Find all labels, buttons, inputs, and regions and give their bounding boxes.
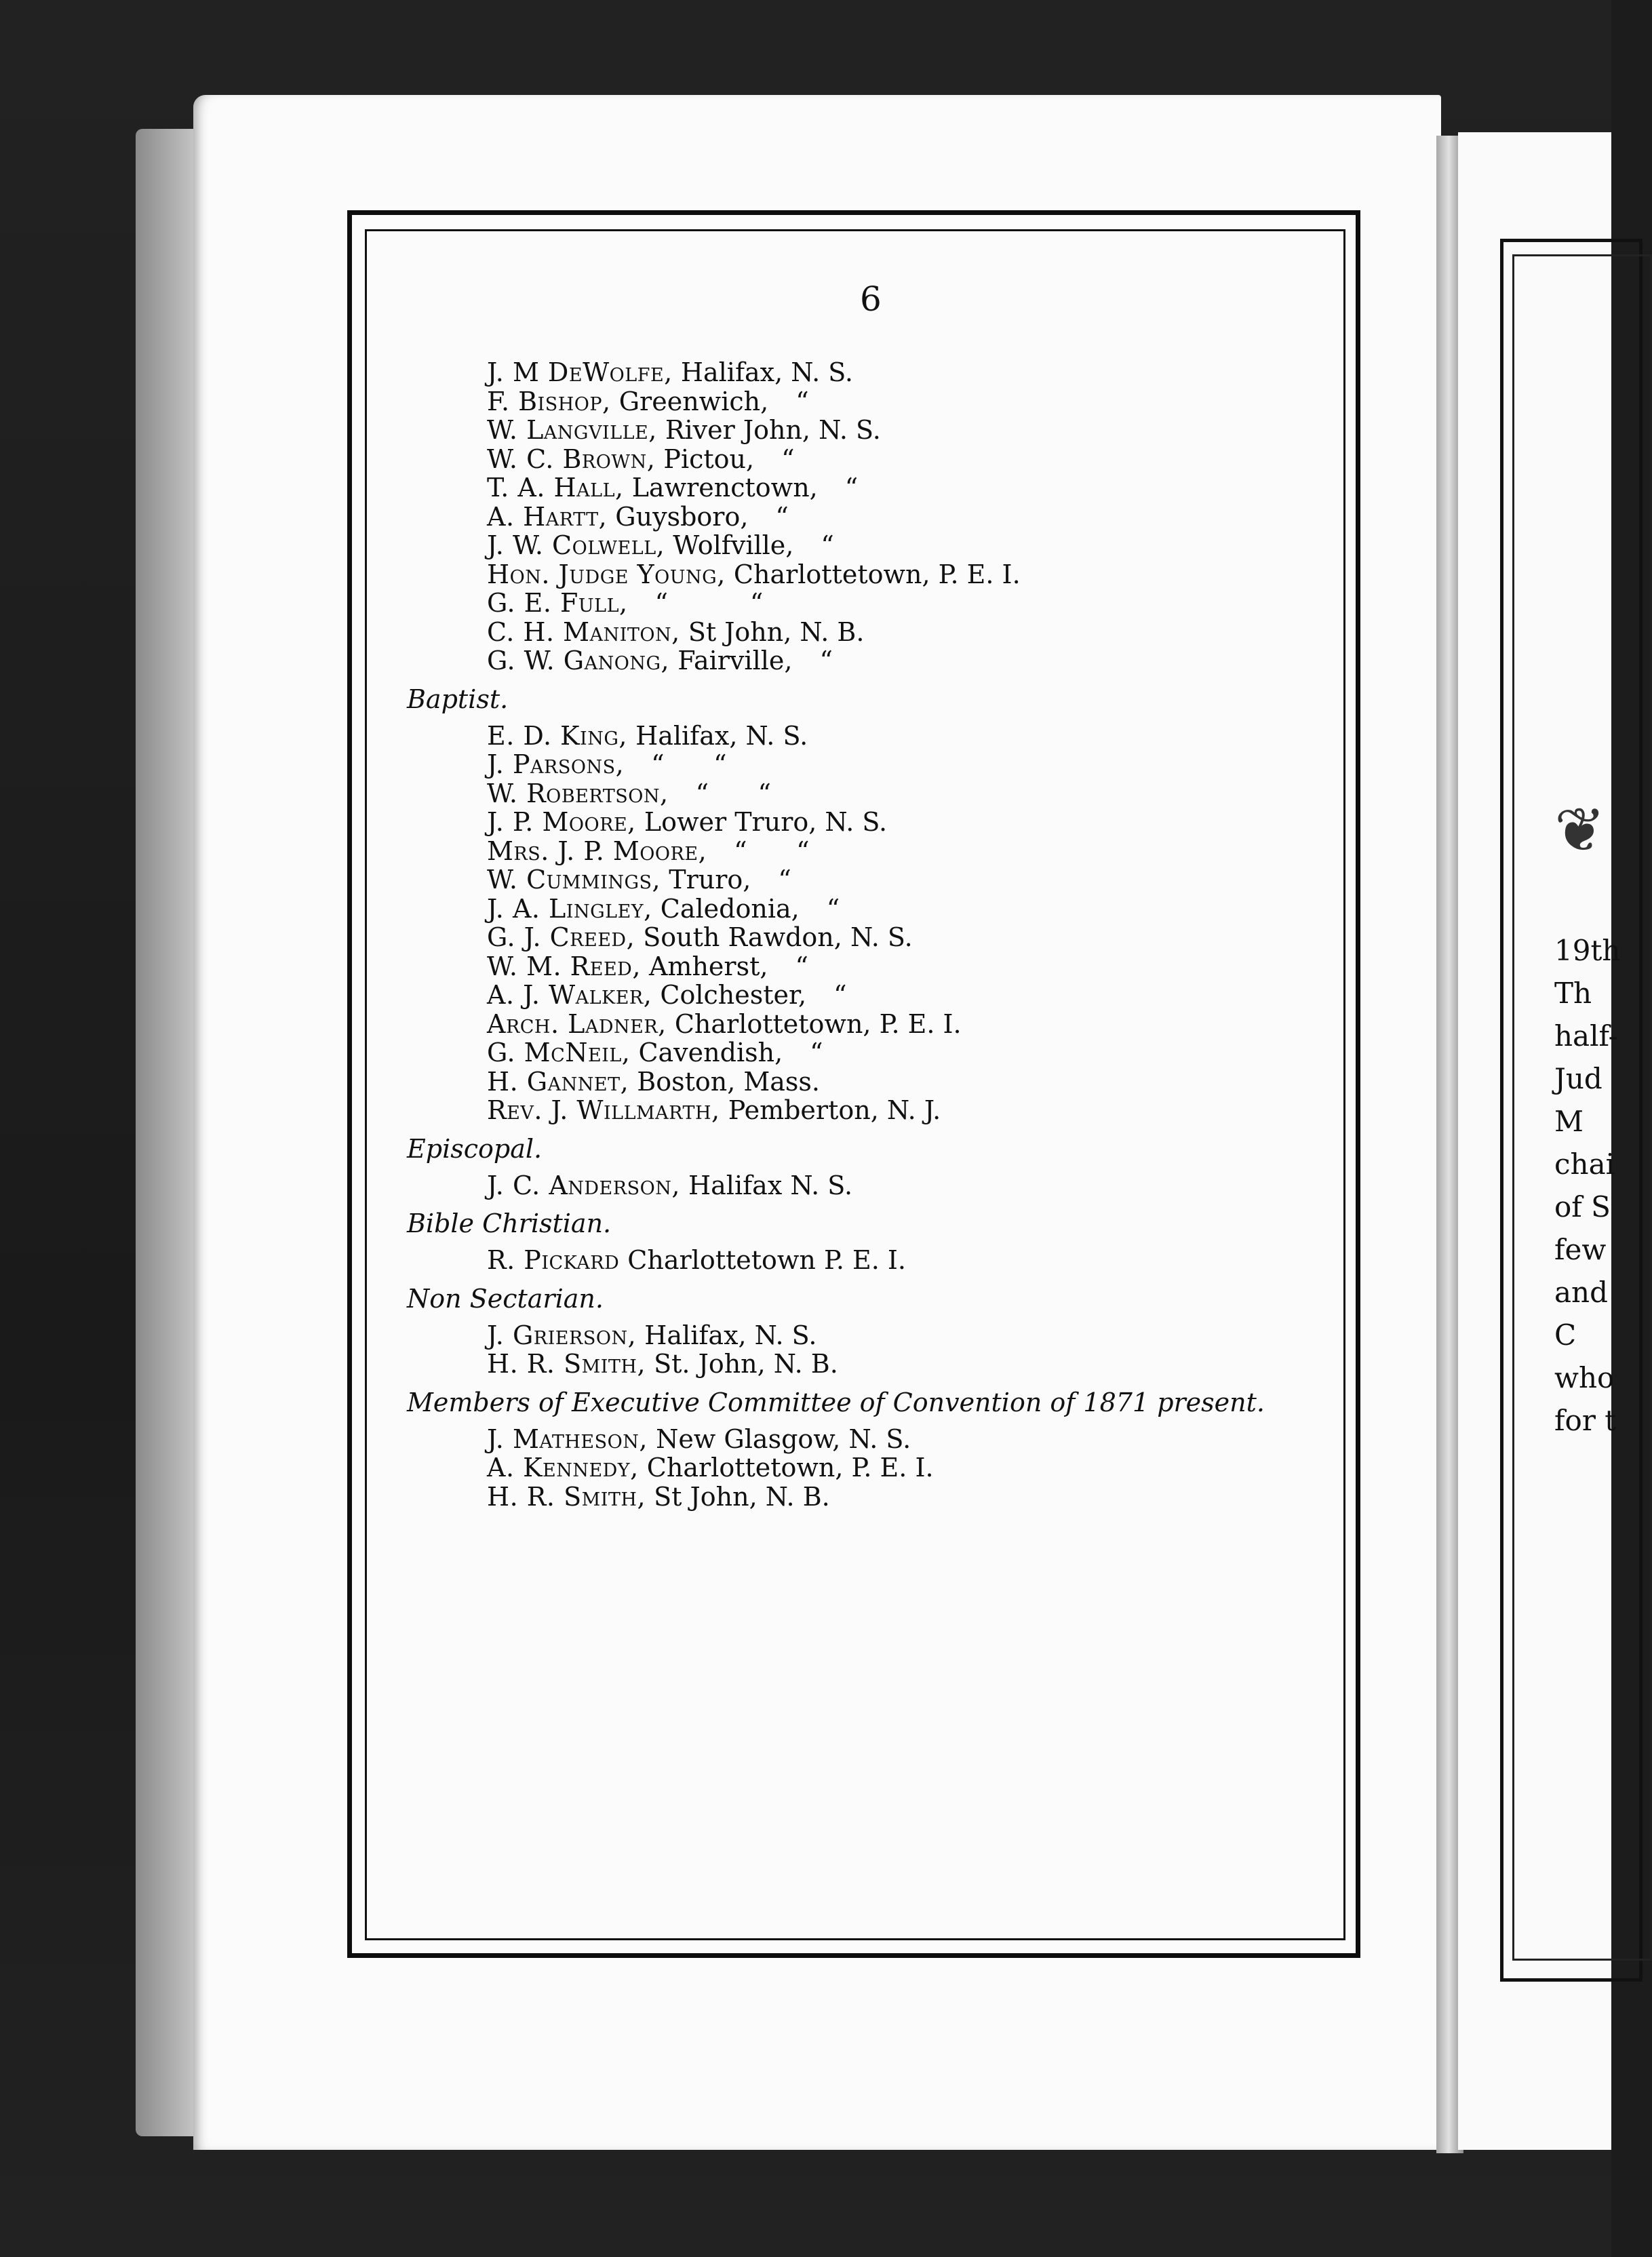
- entry-location: Colchester,: [652, 980, 807, 1010]
- list-entry: [407, 837, 1343, 866]
- entry-location: Charlottetown, P. E. I.: [725, 559, 1021, 589]
- list-entry: [407, 416, 1343, 445]
- entry-name: W. Cummings,: [487, 865, 661, 895]
- ditto-mark: “: [778, 865, 791, 895]
- list-entry: [407, 808, 1343, 837]
- entry-name: Arch. Ladner,: [487, 1008, 667, 1039]
- entry-location: Fairville,: [669, 646, 793, 675]
- entry-location: South Rawdon, N. S.: [635, 922, 913, 952]
- list-entry: [407, 618, 1343, 647]
- list-entry: [407, 1453, 1343, 1483]
- entry-location: Caledonia,: [652, 893, 800, 924]
- entry-name: W. Robertson,: [487, 778, 669, 808]
- list-entry: [407, 503, 1343, 532]
- entry-location: St John, N. B.: [646, 1481, 830, 1512]
- entry-location: Boston, Mass.: [629, 1066, 821, 1097]
- entry-location: Charlottetown, P. E. I.: [638, 1453, 934, 1483]
- entry-name: W. C. Brown,: [487, 444, 656, 474]
- ditto-mark: “ “: [734, 836, 810, 866]
- list-entry: [407, 387, 1343, 416]
- right-page-text: 19th Th half- Jud M chai of S few and C who for t: [1554, 934, 1621, 1437]
- section-heading: Baptist.: [407, 684, 509, 714]
- entry-name: W. M. Reed,: [487, 951, 641, 981]
- entry-location: Halifax, N. S.: [636, 1320, 817, 1350]
- page-number: 6: [860, 279, 882, 319]
- entry-name: E. D. King,: [487, 720, 627, 751]
- list-entry: [407, 1096, 1343, 1125]
- section-heading: Non Sectarian.: [407, 1283, 604, 1314]
- list-entry: [407, 589, 1343, 618]
- entry-name: J. Parsons,: [487, 749, 625, 779]
- entry-name: G. W. Ganong,: [487, 646, 670, 675]
- entry-name: R. Pickard: [487, 1245, 620, 1275]
- list-entry: [407, 560, 1343, 589]
- entry-name: C. H. Maniton,: [487, 616, 680, 647]
- list-entry: [407, 865, 1343, 895]
- section-heading: Episcopal.: [407, 1133, 543, 1164]
- entry-location: Guysboro,: [607, 501, 749, 532]
- entry-name: F. Bishop,: [487, 386, 611, 416]
- list-entry: [407, 1425, 1343, 1454]
- entry-name: G. J. Creed,: [487, 922, 635, 952]
- entry-location: Halifax, N. S.: [672, 357, 853, 387]
- ditto-mark: “ “: [695, 778, 771, 808]
- ditto-mark: “ “: [651, 749, 727, 779]
- entry-location: River John, N. S.: [656, 415, 881, 445]
- ditto-mark: “: [795, 951, 808, 981]
- entry-name: W. Langville,: [487, 415, 657, 445]
- list-entry: [407, 895, 1343, 924]
- ditto-mark: “: [844, 473, 859, 503]
- ditto-mark: “: [819, 646, 833, 675]
- entry-name: T. A. Hall,: [487, 473, 624, 503]
- entry-name: J. A. Lingley,: [487, 893, 652, 924]
- list-entry: [407, 722, 1343, 751]
- entry-name: Rev. J. Willmarth,: [487, 1095, 720, 1125]
- entry-name: Mrs. J. P. Moore,: [487, 836, 707, 866]
- entry-location: Amherst,: [640, 951, 768, 981]
- ornament-icon: ❦: [1554, 795, 1606, 866]
- entry-location: Halifax, N. S.: [627, 720, 808, 751]
- entry-name: J. M DeWolfe,: [487, 357, 673, 387]
- ditto-mark: “: [821, 530, 834, 560]
- list-entry: [407, 1010, 1343, 1039]
- list-entry: [407, 646, 1343, 675]
- entry-name: J. W. Colwell,: [487, 530, 665, 560]
- entry-location: Wolfville,: [665, 530, 794, 560]
- list-entry: [407, 1350, 1343, 1379]
- entry-location: Greenwich,: [610, 386, 769, 416]
- entry-name: J. Matheson,: [487, 1424, 648, 1454]
- entry-location: Charlottetown P. E. I.: [619, 1245, 906, 1275]
- entry-location: Pictou,: [655, 444, 755, 474]
- list-entry: [407, 445, 1343, 474]
- ditto-mark: “: [833, 980, 847, 1010]
- entry-name: H. R. Smith,: [487, 1481, 646, 1512]
- list-entry: [407, 1321, 1343, 1350]
- entry-location: Halifax N. S.: [680, 1170, 853, 1200]
- ditto-mark: “: [781, 444, 795, 474]
- entry-location: Lower Truro, N. S.: [635, 807, 888, 837]
- entry-name: A. Kennedy,: [487, 1453, 639, 1483]
- section-heading: Members of Executive Committee of Convention of 1871 present.: [407, 1387, 1265, 1417]
- ditto-mark: “: [775, 501, 789, 532]
- entry-name: J. Grierson,: [487, 1320, 637, 1350]
- section-heading: Bible Christian.: [407, 1209, 612, 1238]
- entry-name: G. McNeil,: [487, 1038, 631, 1067]
- list-entry: [407, 1171, 1343, 1200]
- entry-location: Cavendish,: [630, 1038, 783, 1067]
- ditto-mark: “: [810, 1038, 823, 1067]
- list-entry: [407, 750, 1343, 779]
- entry-name: H. Gannet,: [487, 1066, 629, 1097]
- list-entry: [407, 1246, 1343, 1275]
- list-entry: [407, 1483, 1343, 1512]
- entry-location: Truro,: [661, 865, 751, 895]
- attendee-list: [407, 358, 1343, 1511]
- entry-name: A. J. Walker,: [487, 980, 652, 1010]
- entry-name: J. P. Moore,: [487, 807, 636, 837]
- ditto-mark: “ “: [654, 588, 764, 618]
- entry-location: Charlottetown, P. E. I.: [666, 1008, 962, 1039]
- list-entry: [407, 981, 1343, 1010]
- list-entry: [407, 1038, 1343, 1067]
- list-entry: [407, 923, 1343, 952]
- entry-name: Hon. Judge Young,: [487, 559, 726, 589]
- entry-name: H. R. Smith,: [487, 1349, 646, 1379]
- entry-location: Pemberton, N. J.: [720, 1095, 941, 1125]
- entry-location: St. John, N. B.: [646, 1349, 838, 1379]
- ditto-mark: “: [826, 893, 840, 924]
- entry-location: St John, N. B.: [680, 616, 865, 647]
- list-entry: [407, 473, 1343, 503]
- entry-name: G. E. Full,: [487, 588, 628, 618]
- list-entry: [407, 779, 1343, 808]
- list-entry: [407, 531, 1343, 560]
- entry-location: New Glasgow, N. S.: [647, 1424, 911, 1454]
- list-entry: [407, 1067, 1343, 1097]
- entry-location: Lawrenctown,: [623, 473, 818, 503]
- list-entry: [407, 358, 1343, 387]
- entry-name: A. Hartt,: [487, 501, 608, 532]
- ditto-mark: “: [795, 386, 809, 416]
- entry-name: J. C. Anderson,: [487, 1170, 680, 1200]
- list-entry: [407, 952, 1343, 981]
